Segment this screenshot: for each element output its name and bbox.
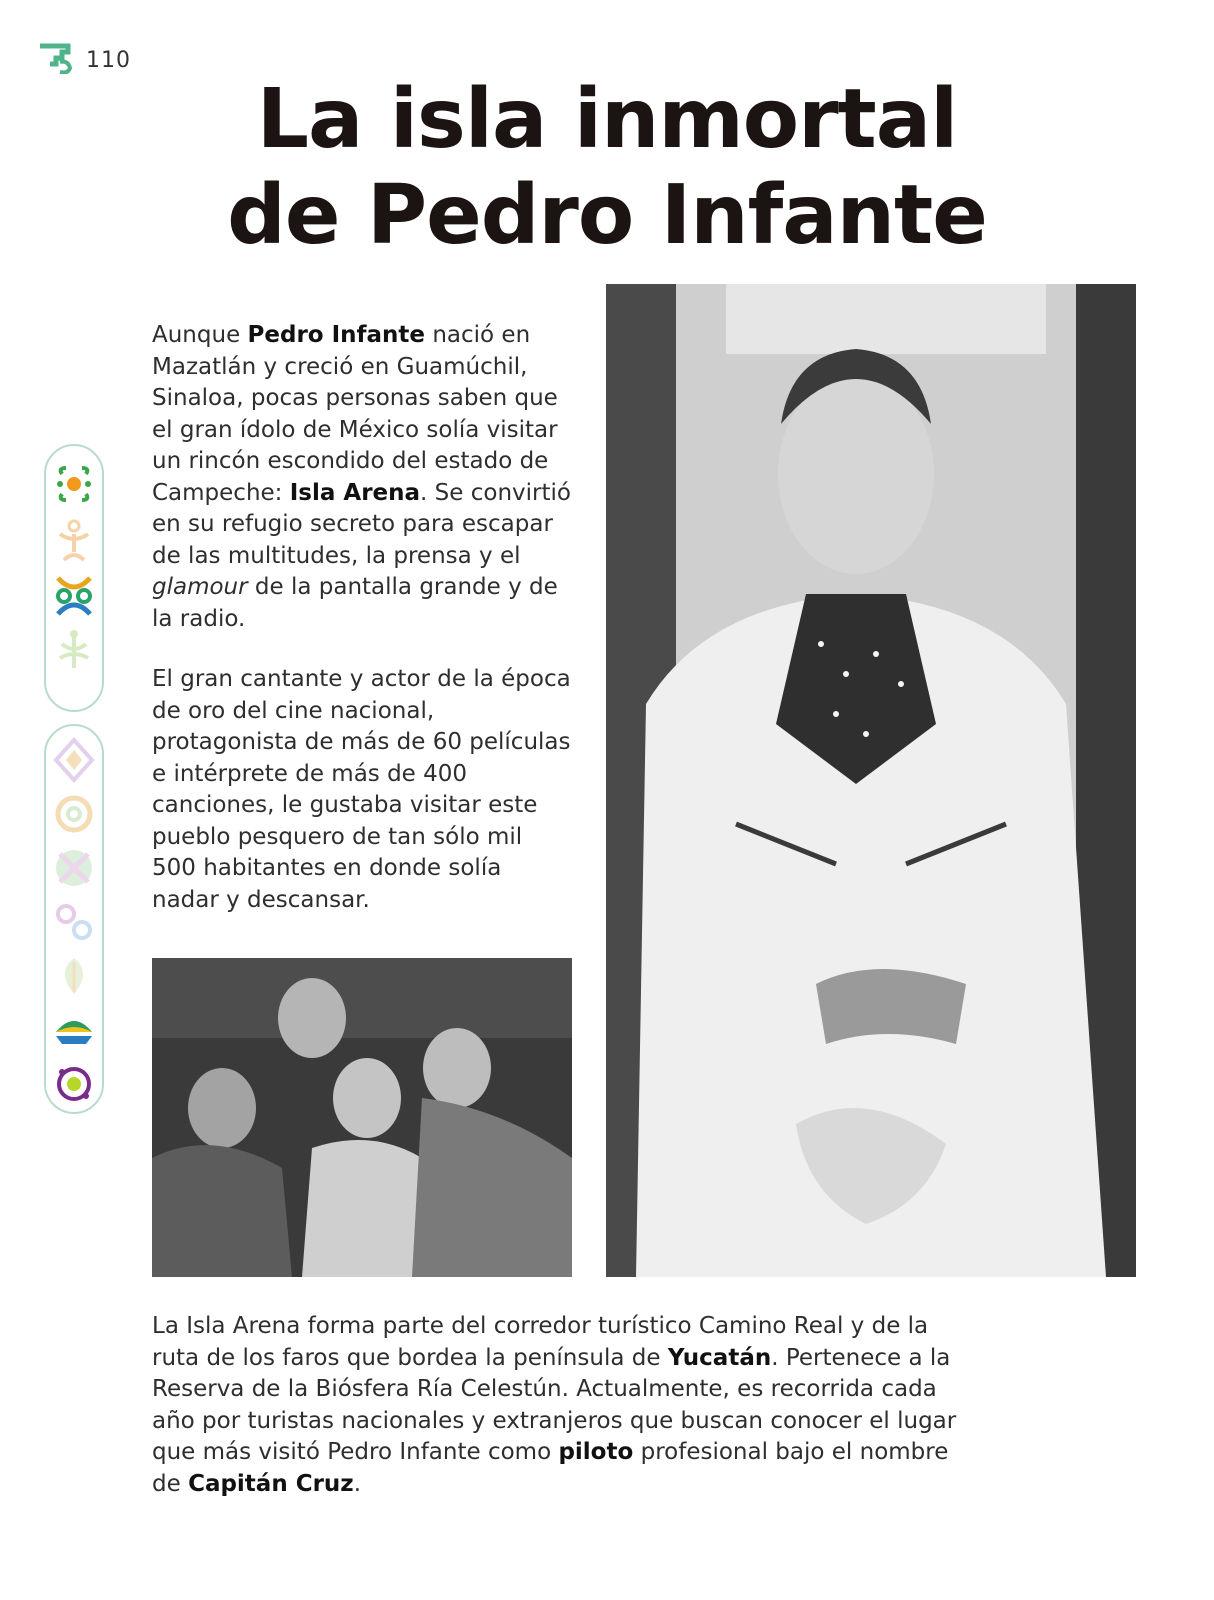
text-run: profesional bajo el nombre de — [152, 1439, 949, 1497]
second-paragraph: El gran cantante y actor de la época de oro del cine nacional, protagonista de más de 60 películas e intérprete de más de 400 canciones, le gustaba visitar este pueblo pesquero de tan sólo mil 500 habitantes en donde solía nadar y descansar. — [152, 666, 571, 913]
diamond-icon — [52, 736, 96, 784]
text-run: La Isla Arena forma parte del corredor turístico Camino Real y de la ruta de los faros que bordea la península de — [152, 1313, 929, 1371]
splash-icon — [52, 1060, 96, 1108]
bold-pedro-infante: Pedro Infante — [247, 322, 426, 348]
bold-isla-arena: Isla Arena — [289, 479, 421, 506]
title-line-2: de Pedro Infante — [227, 168, 987, 263]
fan-icon — [52, 1006, 96, 1054]
knot-icon — [52, 572, 96, 620]
italic-glamour: glamour — [152, 574, 248, 600]
text-run: . Se convirtió en su refugio secreto para escapar de las multitudes, la prensa y el — [152, 479, 571, 569]
text-run: de la pantalla grande y de la radio. — [152, 574, 558, 632]
sidebar-icons-top — [44, 444, 104, 712]
bold-piloto: piloto — [558, 1439, 634, 1465]
text-run: nació en Mazatlán y creció en Guamúchil, Sinaloa, pocas personas saben que el gran ídolo de México solía visitar un rincón escondido del estado de Campeche: — [152, 322, 558, 506]
flower-icon — [52, 460, 96, 508]
text-run: Aunque — [152, 322, 248, 348]
plant-icon — [52, 628, 96, 676]
title-line-1: La isla inmortal — [256, 72, 958, 167]
page-title — [0, 72, 1214, 264]
sidebar-icons-bottom — [44, 724, 104, 1114]
spiral-icon — [52, 790, 96, 838]
text-run: . — [353, 1470, 362, 1497]
leaf-icon — [52, 952, 96, 1000]
bold-yucatan: Yucatán — [667, 1344, 772, 1371]
text-run: . Pertenece a la Reserva de la Biósfera Ría Celestún. Actualmente, es recorrida cada año por turistas nacionales y extranjeros que buscan conocer el lugar que más visitó Pedro Infante como — [152, 1344, 957, 1465]
chain-icon — [52, 898, 96, 946]
portrait-photo — [606, 284, 1136, 1277]
page-number: 110 — [86, 47, 131, 73]
bold-capitan-cruz: Capitán Cruz — [188, 1470, 354, 1497]
intro-paragraph — [152, 320, 572, 635]
closing-paragraph — [152, 1311, 982, 1500]
mosaic-icon — [52, 844, 96, 892]
group-photo — [152, 958, 572, 1277]
figure-icon — [52, 516, 96, 564]
